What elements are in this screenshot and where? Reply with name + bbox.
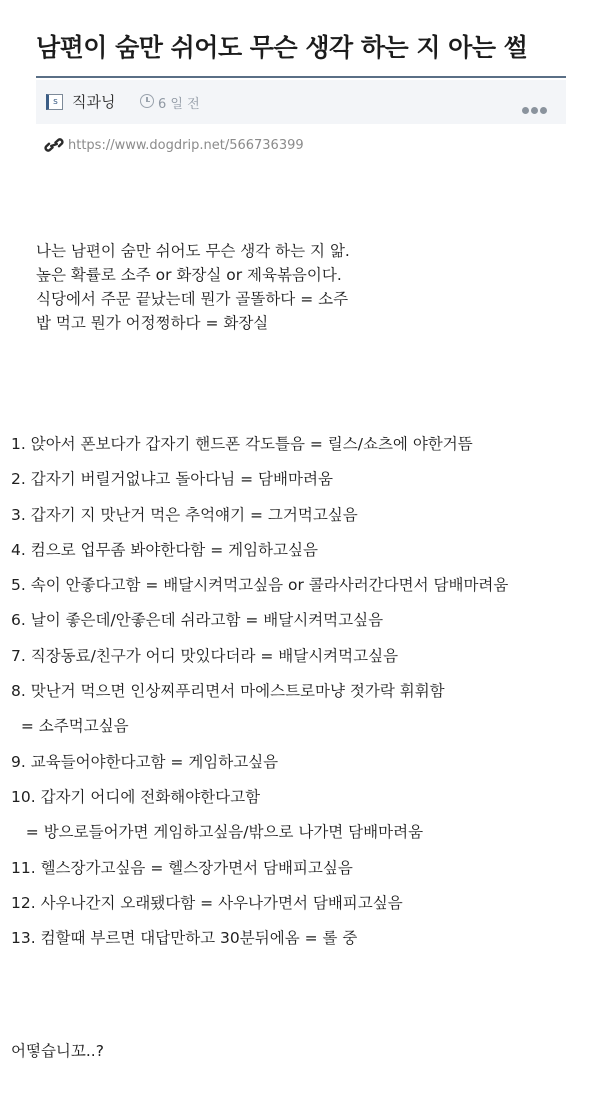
list-item: 3. 갑자기 지 맛난거 먹은 추억얘기 = 그거먹고싶음 [11, 505, 358, 524]
list-item: 4. 컴으로 업무좀 봐야한다함 = 게임하고싶음 [11, 540, 318, 559]
list-item: 8. 맛난거 먹으면 인상찌푸리면서 마에스트로마냥 젓가락 휘휘함 [11, 682, 445, 701]
list-item: 9. 교육들어야한다고함 = 게임하고싶음 [11, 752, 279, 771]
post-closing: 어떻습니꼬..? [11, 1042, 104, 1060]
list-item: 11. 헬스장가고싶음 = 헬스장가면서 담배피고싶음 [11, 858, 353, 877]
post-list [11, 427, 508, 956]
list-item: 7. 직장동료/친구가 어디 맛있다더라 = 배달시켜먹고싶음 [11, 646, 399, 665]
intro-line: 높은 확률로 소주 or 화장실 or 제육볶음이다. [36, 266, 342, 284]
intro-line: 밥 먹고 뭔가 어정쩡하다 = 화장실 [36, 314, 269, 332]
list-item: 6. 날이 좋은데/안좋은데 쉬라고함 = 배달시켜먹고싶음 [11, 611, 384, 630]
intro-line: 식당에서 주문 끝났는데 뭔가 골똘하다 = 소주 [36, 290, 349, 308]
author-name[interactable]: 직과닝 [72, 93, 116, 111]
board-icon: s [46, 94, 63, 110]
list-item: 13. 컴할때 부르면 대답만하고 30분뒤에옴 = 롤 중 [11, 929, 358, 948]
list-item-continuation: = 방으로들어가면 게임하고싶음/밖으로 나가면 담배마려움 [11, 823, 424, 842]
post-meta-bar [36, 80, 566, 124]
title-divider [36, 76, 566, 78]
clock-icon [140, 94, 154, 108]
link-icon [44, 137, 64, 153]
list-item: 2. 갑자기 버릴거없냐고 돌아다님 = 담배마려움 [11, 470, 333, 489]
list-item: 5. 속이 안좋다고함 = 배달시켜먹고싶음 or 콜라사러간다면서 담배마려움 [11, 576, 509, 595]
list-item-continuation: = 소주먹고싶음 [11, 717, 129, 736]
post-time: 6 일 전 [158, 97, 200, 112]
source-link[interactable]: https://www.dogdrip.net/566736399 [68, 138, 304, 153]
list-item: 10. 갑자기 어디에 전화해야한다고함 [11, 787, 261, 806]
list-item: 12. 사우나간지 오래됐다함 = 사우나가면서 담배피고싶음 [11, 893, 403, 912]
intro-line: 나는 남편이 숨만 쉬어도 무슨 생각 하는 지 앎. [36, 242, 350, 260]
more-icon[interactable] [522, 99, 552, 107]
post-title: 남편이 숨만 쉬어도 무슨 생각 하는 지 아는 썰 [36, 33, 528, 62]
list-item: 1. 앉아서 폰보다가 갑자기 핸드폰 각도틀음 = 릴스/쇼츠에 야한거뜸 [11, 435, 473, 453]
post-intro [36, 239, 350, 335]
